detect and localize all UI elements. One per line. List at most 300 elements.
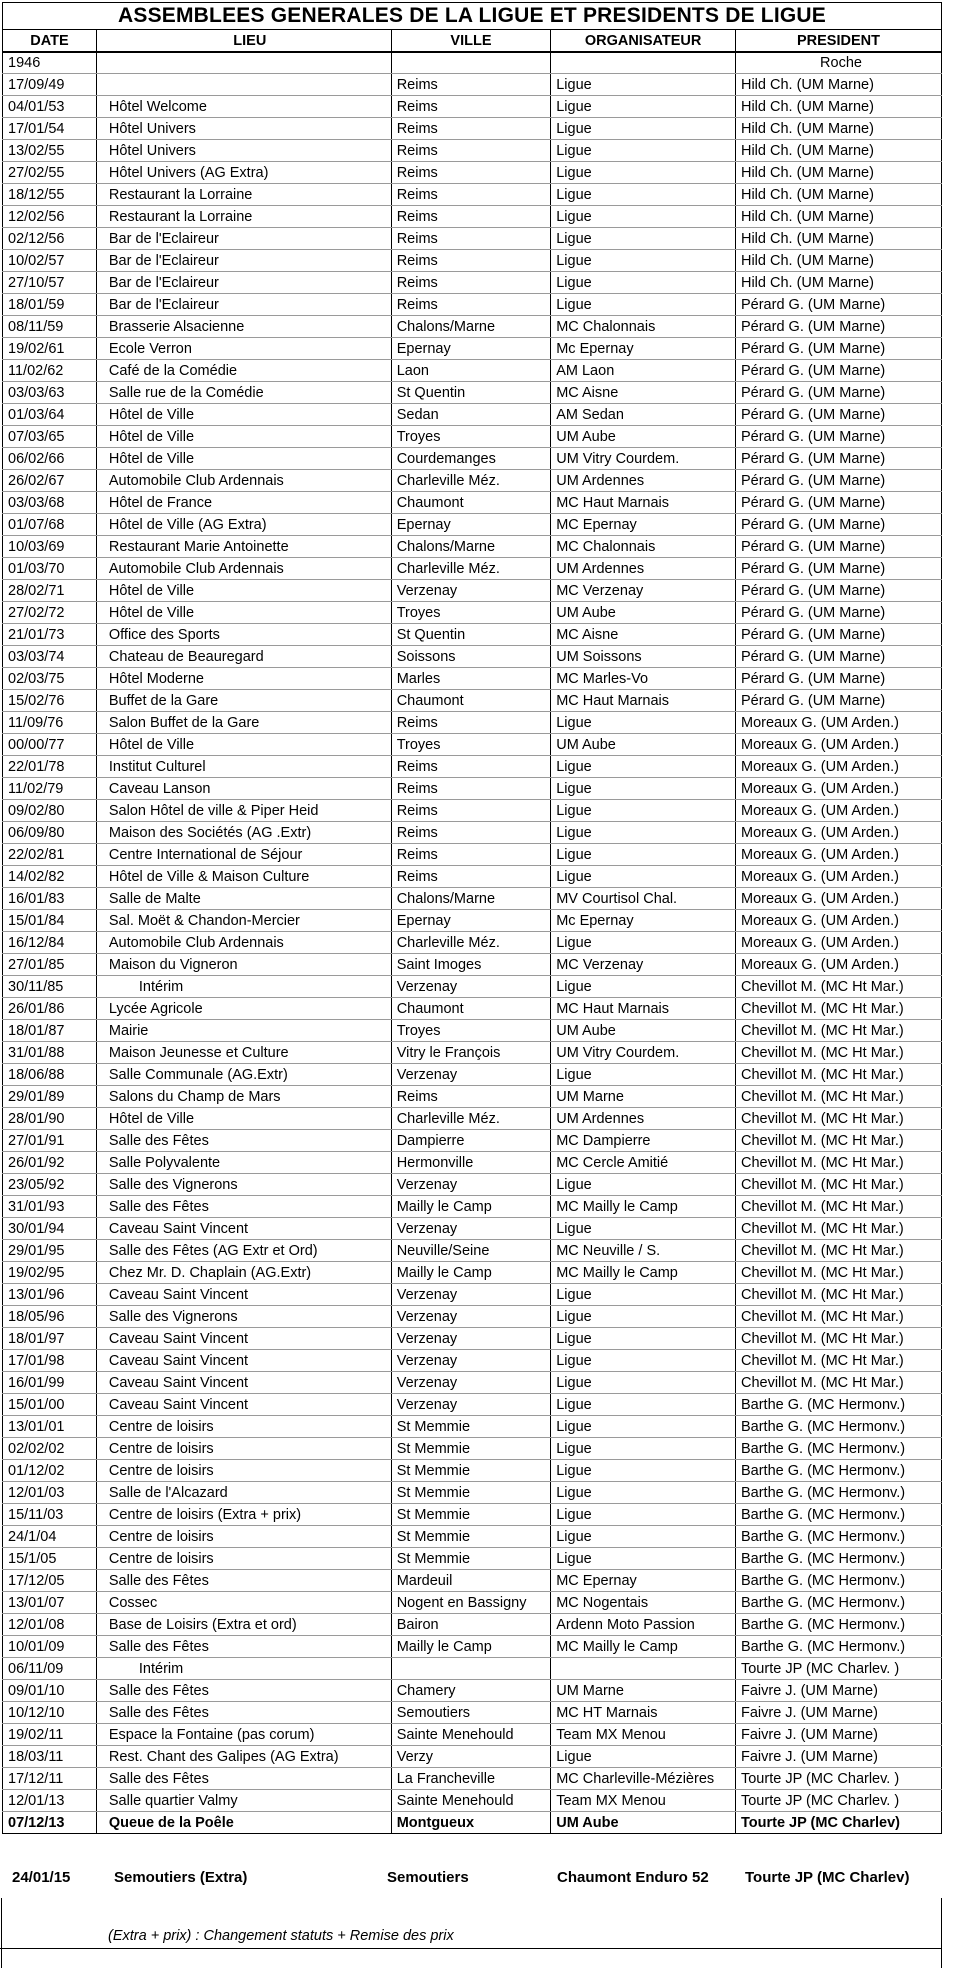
extra-row-lieu: Semoutiers (Extra)	[114, 1869, 248, 1886]
cell-organisateur: MC HT Marnais	[551, 1702, 736, 1724]
cell-organisateur: UM Marne	[551, 1086, 736, 1108]
cell-lieu: Salle de Malte	[96, 888, 391, 910]
cell-lieu: Hôtel de Ville	[96, 734, 391, 756]
cell-ville: Charleville Méz.	[391, 932, 551, 954]
cell-date: 15/11/03	[3, 1504, 97, 1526]
cell-date: 17/01/98	[3, 1350, 97, 1372]
cell-lieu: Hôtel de Ville	[96, 404, 391, 426]
cell-ville: Reims	[391, 866, 551, 888]
cell-organisateur: AM Laon	[551, 360, 736, 382]
cell-lieu: Salle des Fêtes	[96, 1702, 391, 1724]
table-row	[3, 1438, 942, 1460]
cell-date: 19/02/61	[3, 338, 97, 360]
cell-ville: Courdemanges	[391, 448, 551, 470]
table-row	[3, 272, 942, 294]
cell-date: 27/02/55	[3, 162, 97, 184]
cell-president: Barthe G. (MC Hermonv.)	[735, 1482, 941, 1504]
cell-organisateur: Mc Epernay	[551, 910, 736, 932]
cell-date: 17/12/11	[3, 1768, 97, 1790]
cell-date: 18/03/11	[3, 1746, 97, 1768]
cell-ville: St Memmie	[391, 1438, 551, 1460]
cell-president: Faivre J. (UM Marne)	[735, 1702, 941, 1724]
cell-organisateur: Team MX Menou	[551, 1724, 736, 1746]
cell-date: 13/01/96	[3, 1284, 97, 1306]
cell-president: Chevillot M. (MC Ht Mar.)	[735, 1130, 941, 1152]
cell-lieu: Hôtel Welcome	[96, 96, 391, 118]
column-header-lieu: LIEU	[96, 30, 391, 53]
cell-organisateur: Ligue	[551, 140, 736, 162]
table-row	[3, 52, 942, 74]
table-row	[3, 1262, 942, 1284]
cell-president: Pérard G. (UM Marne)	[735, 448, 941, 470]
cell-organisateur: Ligue	[551, 822, 736, 844]
cell-ville: St Memmie	[391, 1460, 551, 1482]
cell-ville: Sedan	[391, 404, 551, 426]
table-row	[3, 580, 942, 602]
cell-date: 26/01/86	[3, 998, 97, 1020]
table-row	[3, 404, 942, 426]
cell-president: Hild Ch. (UM Marne)	[735, 250, 941, 272]
cell-organisateur: MC Haut Marnais	[551, 998, 736, 1020]
cell-lieu: Hôtel de Ville (AG Extra)	[96, 514, 391, 536]
cell-ville: Chalons/Marne	[391, 888, 551, 910]
cell-president: Moreaux G. (UM Arden.)	[735, 888, 941, 910]
cell-date: 18/05/96	[3, 1306, 97, 1328]
cell-date: 15/02/76	[3, 690, 97, 712]
cell-president: Barthe G. (MC Hermonv.)	[735, 1570, 941, 1592]
table-row	[3, 624, 942, 646]
table-row	[3, 492, 942, 514]
cell-date: 07/03/65	[3, 426, 97, 448]
cell-ville: Verzenay	[391, 1328, 551, 1350]
cell-lieu: Hôtel de Ville	[96, 448, 391, 470]
cell-organisateur: Ligue	[551, 1328, 736, 1350]
cell-lieu: Salle des Fêtes	[96, 1680, 391, 1702]
table-row	[3, 228, 942, 250]
table-row	[3, 1724, 942, 1746]
cell-president: Barthe G. (MC Hermonv.)	[735, 1636, 941, 1658]
cell-date: 01/12/02	[3, 1460, 97, 1482]
cell-lieu: Café de la Comédie	[96, 360, 391, 382]
cell-date: 13/01/07	[3, 1592, 97, 1614]
cell-ville: Verzenay	[391, 1372, 551, 1394]
cell-organisateur: Ligue	[551, 932, 736, 954]
table-row	[3, 250, 942, 272]
cell-lieu: Hôtel de Ville & Maison Culture	[96, 866, 391, 888]
cell-lieu	[96, 52, 391, 74]
cell-date: 29/01/89	[3, 1086, 97, 1108]
cell-date: 06/11/09	[3, 1658, 97, 1680]
table-row	[3, 294, 942, 316]
table-row	[3, 690, 942, 712]
cell-date: 03/03/74	[3, 646, 97, 668]
table-row	[3, 360, 942, 382]
cell-president: Chevillot M. (MC Ht Mar.)	[735, 1350, 941, 1372]
cell-date: 00/00/77	[3, 734, 97, 756]
cell-president: Barthe G. (MC Hermonv.)	[735, 1548, 941, 1570]
cell-lieu: Caveau Saint Vincent	[96, 1350, 391, 1372]
table-row	[3, 1812, 942, 1834]
cell-president: Moreaux G. (UM Arden.)	[735, 756, 941, 778]
table-row	[3, 866, 942, 888]
cell-ville: Marles	[391, 668, 551, 690]
cell-ville: Reims	[391, 250, 551, 272]
cell-date: 10/02/57	[3, 250, 97, 272]
cell-president: Moreaux G. (UM Arden.)	[735, 910, 941, 932]
cell-organisateur: MC Cercle Amitié	[551, 1152, 736, 1174]
cell-date: 10/12/10	[3, 1702, 97, 1724]
table-header-row	[3, 30, 942, 53]
cell-ville: Reims	[391, 118, 551, 140]
cell-date: 11/09/76	[3, 712, 97, 734]
cell-organisateur: UM Ardennes	[551, 470, 736, 492]
cell-date: 28/01/90	[3, 1108, 97, 1130]
table-row	[3, 1064, 942, 1086]
cell-ville: Vitry le François	[391, 1042, 551, 1064]
cell-organisateur: MC Mailly le Camp	[551, 1196, 736, 1218]
cell-ville: Reims	[391, 184, 551, 206]
cell-date: 02/12/56	[3, 228, 97, 250]
cell-date: 10/03/69	[3, 536, 97, 558]
cell-date: 27/02/72	[3, 602, 97, 624]
table-row	[3, 976, 942, 998]
cell-president: Tourte JP (MC Charlev. )	[735, 1658, 941, 1680]
cell-ville: Mailly le Camp	[391, 1262, 551, 1284]
cell-organisateur: Ligue	[551, 184, 736, 206]
cell-date: 09/02/80	[3, 800, 97, 822]
cell-organisateur: MC Marles-Vo	[551, 668, 736, 690]
cell-lieu: Caveau Saint Vincent	[96, 1218, 391, 1240]
cell-organisateur: Mc Epernay	[551, 338, 736, 360]
cell-date: 11/02/79	[3, 778, 97, 800]
table-row	[3, 74, 942, 96]
cell-date: 18/01/59	[3, 294, 97, 316]
cell-date: 17/09/49	[3, 74, 97, 96]
cell-lieu: Bar de l'Eclaireur	[96, 272, 391, 294]
cell-lieu: Salons du Champ de Mars	[96, 1086, 391, 1108]
table-row	[3, 1240, 942, 1262]
cell-ville: Troyes	[391, 426, 551, 448]
cell-organisateur: Ligue	[551, 1548, 736, 1570]
cell-organisateur: Ligue	[551, 844, 736, 866]
table-row	[3, 778, 942, 800]
cell-ville: St Quentin	[391, 624, 551, 646]
cell-ville: Reims	[391, 228, 551, 250]
cell-date: 14/02/82	[3, 866, 97, 888]
cell-organisateur: MC Epernay	[551, 514, 736, 536]
cell-president: Hild Ch. (UM Marne)	[735, 74, 941, 96]
cell-organisateur: Ligue	[551, 1174, 736, 1196]
cell-president: Barthe G. (MC Hermonv.)	[735, 1416, 941, 1438]
cell-ville: Mardeuil	[391, 1570, 551, 1592]
cell-organisateur: UM Aube	[551, 734, 736, 756]
cell-ville: Epernay	[391, 514, 551, 536]
cell-lieu: Salle des Vignerons	[96, 1174, 391, 1196]
cell-president: Moreaux G. (UM Arden.)	[735, 800, 941, 822]
cell-president: Barthe G. (MC Hermonv.)	[735, 1526, 941, 1548]
table-row	[3, 1350, 942, 1372]
cell-organisateur: UM Ardennes	[551, 1108, 736, 1130]
cell-organisateur: MC Verzenay	[551, 580, 736, 602]
table-row	[3, 734, 942, 756]
cell-lieu: Caveau Saint Vincent	[96, 1372, 391, 1394]
cell-date: 15/1/05	[3, 1548, 97, 1570]
cell-organisateur: Ligue	[551, 118, 736, 140]
cell-ville: Verzenay	[391, 1306, 551, 1328]
table-row	[3, 1394, 942, 1416]
cell-ville: Dampierre	[391, 1130, 551, 1152]
cell-president: Moreaux G. (UM Arden.)	[735, 844, 941, 866]
cell-ville: Chaumont	[391, 998, 551, 1020]
cell-ville: Reims	[391, 140, 551, 162]
cell-organisateur: Team MX Menou	[551, 1790, 736, 1812]
table-row	[3, 602, 942, 624]
cell-president: Chevillot M. (MC Ht Mar.)	[735, 1152, 941, 1174]
cell-organisateur: UM Aube	[551, 426, 736, 448]
cell-date: 06/09/80	[3, 822, 97, 844]
table-row	[3, 888, 942, 910]
table-row	[3, 1746, 942, 1768]
cell-organisateur: Ligue	[551, 1438, 736, 1460]
cell-president: Pérard G. (UM Marne)	[735, 602, 941, 624]
cell-organisateur: UM Aube	[551, 1812, 736, 1834]
cell-president: Barthe G. (MC Hermonv.)	[735, 1460, 941, 1482]
cell-president: Pérard G. (UM Marne)	[735, 690, 941, 712]
cell-ville: Verzenay	[391, 1174, 551, 1196]
cell-lieu: Bar de l'Eclaireur	[96, 294, 391, 316]
cell-organisateur: MC Mailly le Camp	[551, 1636, 736, 1658]
cell-date: 02/02/02	[3, 1438, 97, 1460]
table-row	[3, 1042, 942, 1064]
cell-president: Chevillot M. (MC Ht Mar.)	[735, 1240, 941, 1262]
cell-organisateur: MV Courtisol Chal.	[551, 888, 736, 910]
cell-ville: Reims	[391, 206, 551, 228]
table-row	[3, 1548, 942, 1570]
cell-president: Faivre J. (UM Marne)	[735, 1724, 941, 1746]
cell-president: Hild Ch. (UM Marne)	[735, 162, 941, 184]
cell-president: Roche	[735, 52, 941, 74]
cell-ville: St Quentin	[391, 382, 551, 404]
table-row	[3, 162, 942, 184]
cell-lieu: Salle Polyvalente	[96, 1152, 391, 1174]
cell-organisateur: Ligue	[551, 162, 736, 184]
cell-organisateur: UM Vitry Courdem.	[551, 448, 736, 470]
cell-organisateur: MC Mailly le Camp	[551, 1262, 736, 1284]
cell-lieu: Espace la Fontaine (pas corum)	[96, 1724, 391, 1746]
extra-assembly-row	[12, 1866, 942, 1890]
cell-lieu: Salle des Fêtes	[96, 1570, 391, 1592]
cell-ville: Reims	[391, 294, 551, 316]
cell-organisateur: MC Nogentais	[551, 1592, 736, 1614]
cell-date: 06/02/66	[3, 448, 97, 470]
cell-organisateur: AM Sedan	[551, 404, 736, 426]
table-row	[3, 1196, 942, 1218]
cell-date: 01/03/64	[3, 404, 97, 426]
cell-date: 12/01/08	[3, 1614, 97, 1636]
extra-row-president: Tourte JP (MC Charlev)	[745, 1869, 910, 1886]
cell-date: 13/01/01	[3, 1416, 97, 1438]
cell-ville: Verzenay	[391, 1350, 551, 1372]
cell-organisateur: Ligue	[551, 756, 736, 778]
table-row	[3, 426, 942, 448]
cell-president: Pérard G. (UM Marne)	[735, 624, 941, 646]
cell-lieu: Rest. Chant des Galipes (AG Extra)	[96, 1746, 391, 1768]
cell-organisateur: MC Epernay	[551, 1570, 736, 1592]
table-row	[3, 1790, 942, 1812]
cell-president: Barthe G. (MC Hermonv.)	[735, 1394, 941, 1416]
cell-president: Moreaux G. (UM Arden.)	[735, 778, 941, 800]
cell-date: 08/11/59	[3, 316, 97, 338]
cell-organisateur: Ligue	[551, 206, 736, 228]
cell-date: 16/01/83	[3, 888, 97, 910]
cell-president: Chevillot M. (MC Ht Mar.)	[735, 1372, 941, 1394]
cell-lieu: Maison Jeunesse et Culture	[96, 1042, 391, 1064]
cell-lieu: Hôtel Univers	[96, 118, 391, 140]
cell-president: Moreaux G. (UM Arden.)	[735, 712, 941, 734]
cell-organisateur: Ligue	[551, 1372, 736, 1394]
cell-president: Pérard G. (UM Marne)	[735, 536, 941, 558]
table-row	[3, 1306, 942, 1328]
cell-lieu: Hôtel de Ville	[96, 1108, 391, 1130]
cell-date: 18/01/87	[3, 1020, 97, 1042]
cell-organisateur: Ligue	[551, 1350, 736, 1372]
cell-lieu: Automobile Club Ardennais	[96, 470, 391, 492]
cell-ville: Bairon	[391, 1614, 551, 1636]
cell-date: 21/01/73	[3, 624, 97, 646]
cell-lieu: Hôtel de France	[96, 492, 391, 514]
cell-lieu: Caveau Lanson	[96, 778, 391, 800]
cell-organisateur: Ligue	[551, 1218, 736, 1240]
cell-ville: Mailly le Camp	[391, 1196, 551, 1218]
cell-ville: Hermonville	[391, 1152, 551, 1174]
table-row	[3, 844, 942, 866]
cell-lieu: Hôtel de Ville	[96, 602, 391, 624]
cell-organisateur: Ligue	[551, 96, 736, 118]
cell-president: Hild Ch. (UM Marne)	[735, 206, 941, 228]
table-row	[3, 910, 942, 932]
cell-president: Chevillot M. (MC Ht Mar.)	[735, 1020, 941, 1042]
cell-date: 02/03/75	[3, 668, 97, 690]
table-row	[3, 1416, 942, 1438]
cell-lieu: Restaurant la Lorraine	[96, 206, 391, 228]
cell-ville: Epernay	[391, 910, 551, 932]
cell-ville: Verzenay	[391, 976, 551, 998]
cell-president: Barthe G. (MC Hermonv.)	[735, 1614, 941, 1636]
table-row	[3, 1570, 942, 1592]
cell-president: Hild Ch. (UM Marne)	[735, 272, 941, 294]
table-row	[3, 118, 942, 140]
cell-ville: Sainte Menehould	[391, 1724, 551, 1746]
cell-president: Chevillot M. (MC Ht Mar.)	[735, 976, 941, 998]
cell-lieu: Centre de loisirs	[96, 1416, 391, 1438]
cell-organisateur: Ligue	[551, 800, 736, 822]
cell-ville: Verzenay	[391, 1218, 551, 1240]
cell-president: Pérard G. (UM Marne)	[735, 404, 941, 426]
cell-president: Pérard G. (UM Marne)	[735, 360, 941, 382]
cell-organisateur: MC Haut Marnais	[551, 690, 736, 712]
cell-ville: Mailly le Camp	[391, 1636, 551, 1658]
cell-date: 23/05/92	[3, 1174, 97, 1196]
cell-president: Pérard G. (UM Marne)	[735, 558, 941, 580]
table-row	[3, 1020, 942, 1042]
table-row	[3, 338, 942, 360]
cell-president: Pérard G. (UM Marne)	[735, 294, 941, 316]
cell-date: 12/02/56	[3, 206, 97, 228]
cell-date: 18/06/88	[3, 1064, 97, 1086]
cell-president: Chevillot M. (MC Ht Mar.)	[735, 1108, 941, 1130]
cell-ville: Troyes	[391, 1020, 551, 1042]
cell-lieu: Salle de l'Alcazard	[96, 1482, 391, 1504]
cell-ville: Charleville Méz.	[391, 558, 551, 580]
cell-president: Chevillot M. (MC Ht Mar.)	[735, 1262, 941, 1284]
cell-ville: La Francheville	[391, 1768, 551, 1790]
cell-lieu: Restaurant la Lorraine	[96, 184, 391, 206]
cell-lieu: Intérim	[96, 976, 391, 998]
cell-president: Hild Ch. (UM Marne)	[735, 140, 941, 162]
cell-organisateur	[551, 52, 736, 74]
cell-date: 31/01/93	[3, 1196, 97, 1218]
cell-ville	[391, 1658, 551, 1680]
cell-date: 01/07/68	[3, 514, 97, 536]
cell-lieu: Ecole Verron	[96, 338, 391, 360]
cell-organisateur: Ligue	[551, 1394, 736, 1416]
table-row	[3, 1108, 942, 1130]
cell-lieu: Restaurant Marie Antoinette	[96, 536, 391, 558]
table-row	[3, 184, 942, 206]
cell-president: Chevillot M. (MC Ht Mar.)	[735, 1086, 941, 1108]
cell-lieu: Caveau Saint Vincent	[96, 1394, 391, 1416]
cell-organisateur: UM Ardennes	[551, 558, 736, 580]
table-row	[3, 1372, 942, 1394]
table-row	[3, 1592, 942, 1614]
cell-president: Pérard G. (UM Marne)	[735, 470, 941, 492]
cell-ville: Epernay	[391, 338, 551, 360]
cell-lieu: Sal. Moët & Chandon-Mercier	[96, 910, 391, 932]
cell-date: 12/01/03	[3, 1482, 97, 1504]
extra-row-organisateur: Chaumont Enduro 52	[557, 1869, 709, 1886]
cell-ville	[391, 52, 551, 74]
table-row	[3, 1328, 942, 1350]
cell-lieu: Cossec	[96, 1592, 391, 1614]
cell-president: Pérard G. (UM Marne)	[735, 514, 941, 536]
cell-lieu: Intérim	[96, 1658, 391, 1680]
cell-date: 22/01/78	[3, 756, 97, 778]
cell-ville: St Memmie	[391, 1548, 551, 1570]
cell-ville: Chaumont	[391, 690, 551, 712]
cell-president: Hild Ch. (UM Marne)	[735, 118, 941, 140]
cell-organisateur: UM Vitry Courdem.	[551, 1042, 736, 1064]
cell-lieu: Centre de loisirs (Extra + prix)	[96, 1504, 391, 1526]
table-row	[3, 1614, 942, 1636]
cell-president: Pérard G. (UM Marne)	[735, 580, 941, 602]
cell-organisateur: MC Chalonnais	[551, 316, 736, 338]
cell-lieu: Centre de loisirs	[96, 1526, 391, 1548]
cell-lieu: Brasserie Alsacienne	[96, 316, 391, 338]
cell-organisateur: Ligue	[551, 228, 736, 250]
cell-ville: Neuville/Seine	[391, 1240, 551, 1262]
cell-organisateur: Ligue	[551, 74, 736, 96]
cell-organisateur: Ligue	[551, 1306, 736, 1328]
table-row	[3, 1504, 942, 1526]
cell-date: 17/12/05	[3, 1570, 97, 1592]
cell-organisateur: Ligue	[551, 272, 736, 294]
cell-lieu: Salle des Vignerons	[96, 1306, 391, 1328]
cell-lieu: Hôtel Univers (AG Extra)	[96, 162, 391, 184]
cell-lieu: Hôtel de Ville	[96, 580, 391, 602]
cell-president: Pérard G. (UM Marne)	[735, 646, 941, 668]
cell-ville: Reims	[391, 272, 551, 294]
cell-date: 01/03/70	[3, 558, 97, 580]
